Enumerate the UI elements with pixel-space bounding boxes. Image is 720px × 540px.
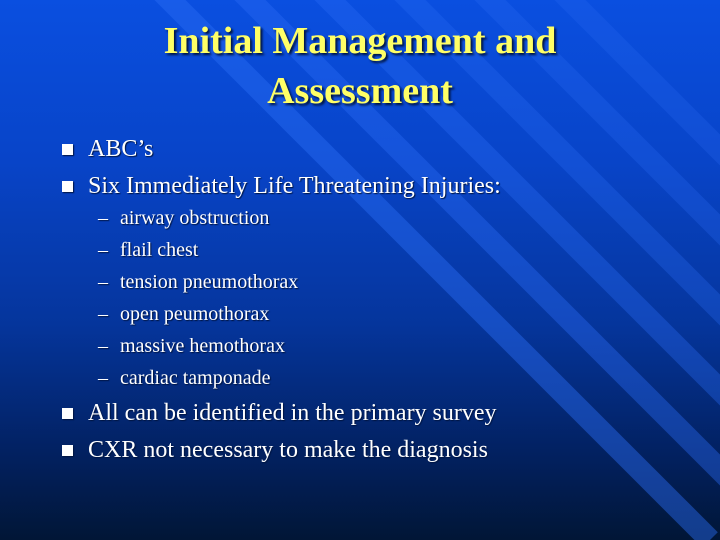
sub-list-item: massive hemothorax [120, 335, 285, 357]
square-bullet-icon [62, 144, 73, 155]
sub-list-item: open peumothorax [120, 303, 270, 325]
list-item: CXR not necessary to make the diagnosis [88, 437, 488, 463]
slide-title-line2: Assessment [267, 70, 453, 112]
dash-bullet-icon: – [98, 335, 108, 357]
slide-title-line1: Initial Management and [163, 20, 557, 62]
dash-bullet-icon: – [98, 303, 108, 325]
sub-list-item: tension pneumothorax [120, 271, 299, 293]
dash-bullet-icon: – [98, 239, 108, 261]
square-bullet-icon [62, 181, 73, 192]
dash-bullet-icon: – [98, 367, 108, 389]
list-item: All can be identified in the primary survey [88, 400, 497, 426]
sub-list-item: flail chest [120, 239, 199, 261]
sub-list-item: cardiac tamponade [120, 367, 271, 389]
square-bullet-icon [62, 445, 73, 456]
dash-bullet-icon: – [98, 271, 108, 293]
list-item: Six Immediately Life Threatening Injuries: [88, 173, 501, 199]
list-item: ABC’s [88, 136, 154, 162]
square-bullet-icon [62, 408, 73, 419]
dash-bullet-icon: – [98, 207, 108, 229]
sub-list-item: airway obstruction [120, 207, 270, 229]
